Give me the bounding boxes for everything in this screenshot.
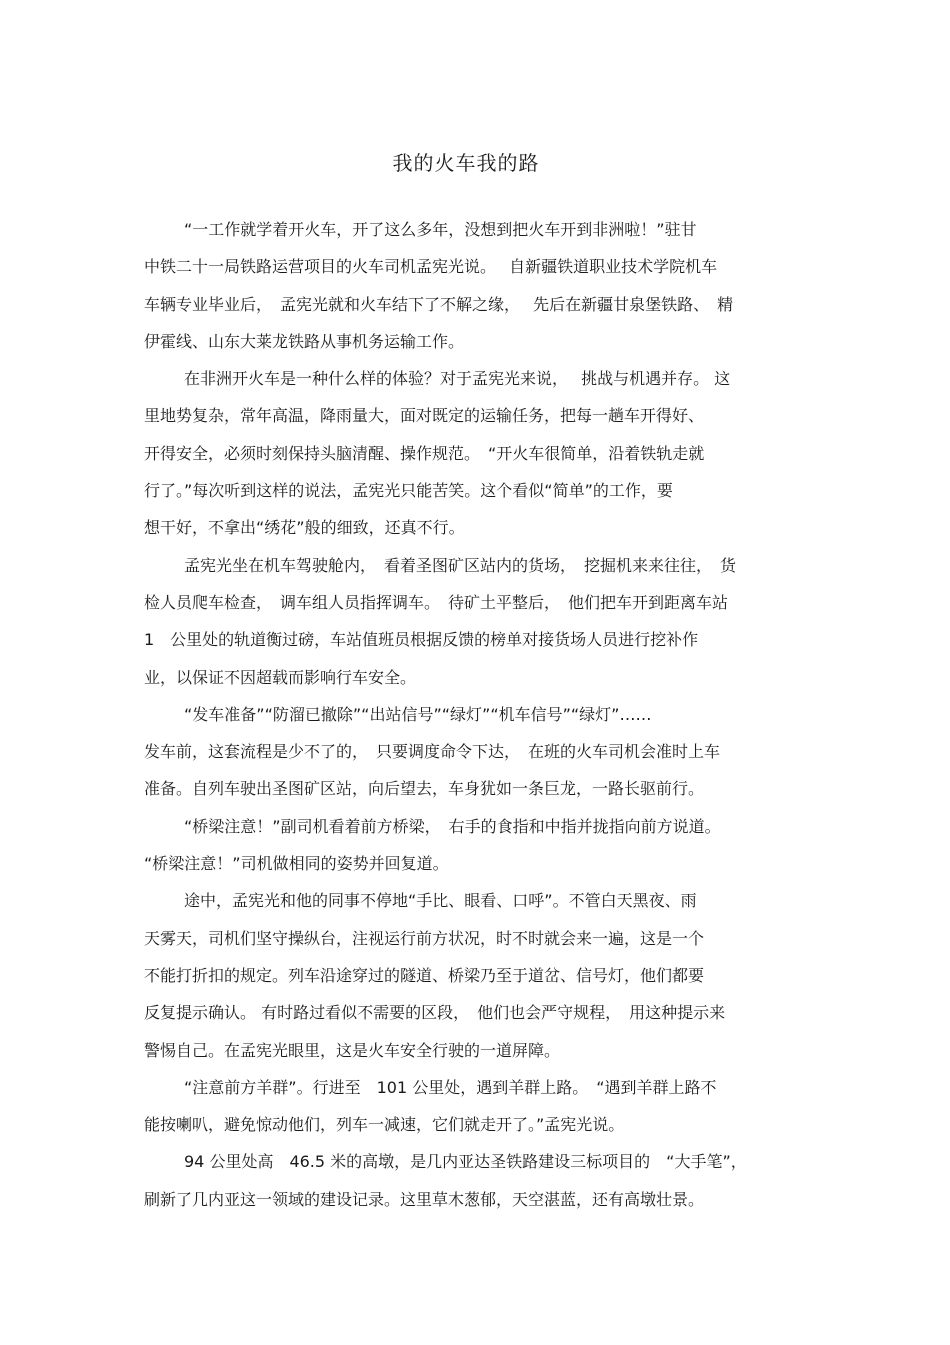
text-line: 不能打折扣的规定。列车沿途穿过的隧道、桥梁乃至于道岔、信号灯，他们都要: [144, 965, 705, 985]
text-line: 发车前，这套流程是少不了的， 只要调度命令下达， 在班的火车司机会准时上车: [144, 742, 721, 762]
text-line: 检人员爬车检查， 调车组人员指挥调车。 待矿土平整后， 他们把车开到距离车站: [144, 592, 729, 612]
text-line: 想干好，不拿出“绣花”般的细致，还真不行。: [144, 518, 465, 538]
text-line: 行了。”每次听到这样的说法，孟宪光只能苦笑。这个看似“简单”的工作，要: [144, 481, 673, 501]
text-line: 1 公里处的轨道衡过磅，车站值班员根据反馈的榜单对接货场人员进行挖补作: [144, 630, 699, 650]
document-title: 我的火车我的路: [392, 151, 540, 175]
text-line: 里地势复杂，常年高温，降雨量大，面对既定的运输任务，把每一趟车开得好、: [144, 406, 705, 426]
text-line: 在非洲开火车是一种什么样的体验？对于孟宪光来说， 挑战与机遇并存。 这: [184, 369, 731, 389]
text-line: 开得安全，必须时刻保持头脑清醒、操作规范。 “开火车很简单，沿着铁轨走就: [144, 443, 705, 463]
text-line: 94 公里处高 46.5 米的高墩，是几内亚达圣铁路建设三标项目的 “大手笔”，: [184, 1152, 747, 1172]
text-line: 天雾天，司机们坚守操纵台，注视运行前方状况，时不时就会来一遍，这是一个: [144, 928, 705, 948]
text-line: 中铁二十一局铁路运营项目的火车司机孟宪光说。 自新疆铁道职业技术学院机车: [144, 257, 718, 277]
text-line: “一工作就学着开火车，开了这么多年，没想到把火车开到非洲啦！”驻甘: [184, 220, 697, 239]
text-line: 准备。自列车驶出圣图矿区站，向后望去，车身犹如一条巨龙，一路长驱前行。: [144, 779, 705, 799]
text-line: 车辆专业毕业后， 孟宪光就和火车结下了不解之缘， 先后在新疆甘泉堡铁路、 精: [144, 294, 734, 314]
text-line: “注意前方羊群”。行进至 101 公里处，遇到羊群上路。 “遇到羊群上路不: [184, 1077, 717, 1097]
text-line: 刷新了几内亚这一领域的建设记录。这里草木葱郁，天空湛蓝，还有高墩壮景。: [144, 1189, 705, 1209]
text-line: 孟宪光坐在机车驾驶舱内， 看着圣图矿区站内的货场， 挖掘机来来往往， 货: [184, 555, 737, 575]
text-line: “桥梁注意！”司机做相同的姿势并回复道。: [144, 854, 449, 874]
text-line: 警惕自己。在孟宪光眼里，这是火车安全行驶的一道屏障。: [144, 1040, 561, 1060]
text-line: 反复提示确认。 有时路过看似不需要的区段， 他们也会严守规程， 用这种提示来: [144, 1003, 726, 1023]
text-line: “桥梁注意！”副司机看着前方桥梁， 右手的食指和中指并拢指向前方说道。: [184, 816, 721, 836]
text-line: “发车准备”“防溜已撤除”“出站信号”“绿灯”“机车信号”“绿灯”……: [184, 704, 652, 724]
text-line: 伊霍线、山东大莱龙铁路从事机务运输工作。: [144, 331, 465, 351]
text-line: 业，以保证不因超载而影响行车安全。: [144, 667, 417, 687]
text-line: 能按喇叭，避免惊动他们，列车一减速，它们就走开了。”孟宪光说。: [144, 1115, 625, 1135]
document-body: [144, 211, 814, 1218]
text-line: 途中，孟宪光和他的同事不停地“手比、眼看、口呼”。不管白天黑夜、雨: [184, 891, 697, 911]
